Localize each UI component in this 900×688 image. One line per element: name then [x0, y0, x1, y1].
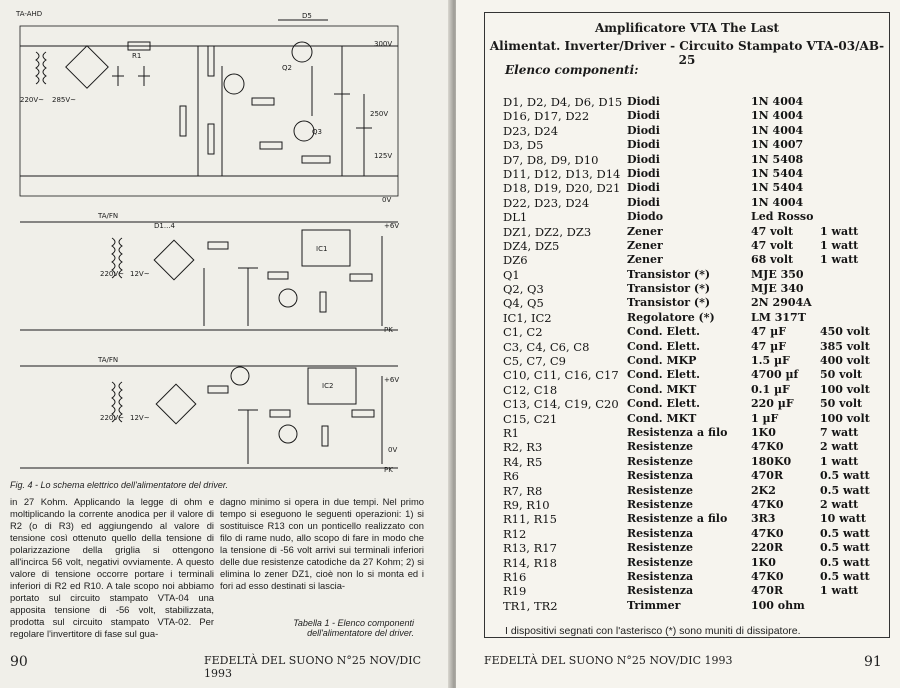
table-row: [503, 440, 889, 454]
table-row: [503, 426, 889, 440]
table-row: [503, 325, 889, 339]
component-rating: 0.5 watt: [820, 555, 870, 569]
component-type: Cond. MKT: [627, 382, 697, 396]
component-ref: R4, R5: [503, 454, 543, 469]
label-285v: 285V~: [52, 96, 77, 104]
component-ref: TR1, TR2: [503, 598, 558, 613]
component-value: 0.1 µF: [751, 382, 790, 396]
component-type: Zener: [627, 224, 663, 238]
table-row: [503, 124, 889, 138]
component-rating: 100 volt: [820, 382, 870, 396]
component-rating: 450 volt: [820, 325, 870, 339]
component-ref: D18, D19, D20, D21: [503, 181, 621, 196]
table-row: [503, 196, 889, 210]
label-220v-bot: 220V~: [100, 414, 125, 422]
label-250v: 250V: [370, 110, 389, 118]
table-row: [503, 239, 889, 253]
component-value: 47 µF: [751, 325, 786, 339]
component-rating: 0.5 watt: [820, 541, 870, 555]
component-ref: D22, D23, D24: [503, 195, 590, 210]
component-rating: 2 watt: [820, 440, 859, 454]
component-rating: 400 volt: [820, 354, 870, 368]
component-type: Diodi: [627, 95, 660, 108]
component-ref: R7, R8: [503, 483, 543, 498]
component-ref: R16: [503, 569, 527, 584]
label-0v-top: 0V: [382, 196, 392, 204]
component-ref: Q1: [503, 267, 520, 282]
table-row: [503, 484, 889, 498]
component-ref: Q4, Q5: [503, 296, 544, 311]
component-value: 470R: [751, 584, 784, 598]
component-type: Resistenza: [627, 569, 694, 583]
component-ref: C5, C7, C9: [503, 354, 566, 369]
body-text-1: in 27 Kohm. Applicando la legge di ohm e moltiplicando la corrente anodica per il valore di R2 (o di R3) ed aggiungendo al valore di tensione così ottenuto quello della tensione di polarizzazione della griglia si ottengono all'incirca 56 volt, negativi ovviamente. A questo valore di tensione occorre portare i terminali inferiori di R2 ed R10. A tale scopo noi abbiamo portato sul circuito stampato VTA-04 una apposita tensione di -56 volt, stabilizzata, prodotta sul circuito stampato VTA-02. Per regolare l'invertitore di fase sul gua-: [10, 496, 214, 639]
component-value: 100 ohm: [751, 598, 805, 612]
component-value: 1N 4004: [751, 195, 804, 209]
component-rating: 0.5 watt: [820, 526, 870, 540]
table-caption-line-1: Tabella 1 - Elenco componenti: [293, 618, 414, 628]
table-title: Amplificatore VTA The Last: [594, 21, 780, 35]
component-value: MJE 350: [751, 267, 804, 281]
component-value: 47 volt: [751, 224, 794, 238]
component-value: 47K0: [751, 526, 784, 540]
component-value: 1N 5408: [751, 152, 804, 166]
label-pk-mid: PK: [384, 326, 393, 334]
component-ref: IC1, IC2: [503, 310, 552, 325]
component-ref: R12: [503, 526, 527, 541]
table-row: [503, 541, 889, 555]
component-ref: R13, R17: [503, 541, 557, 556]
label-d5: D5: [302, 12, 312, 20]
component-ref: C12, C18: [503, 382, 558, 397]
table-row: [503, 282, 889, 296]
table-row: [503, 383, 889, 397]
component-ref: C3, C4, C6, C8: [503, 339, 590, 354]
table-row: [503, 311, 889, 325]
label-300v: 300V: [374, 40, 393, 48]
component-ref: R19: [503, 584, 527, 599]
component-ref: DL1: [503, 210, 528, 225]
component-type: Resistenze: [627, 483, 694, 497]
table-row: [503, 210, 889, 224]
component-rating: 7 watt: [820, 425, 859, 439]
component-value: 1N 4007: [751, 138, 804, 152]
component-value: Led Rosso: [751, 210, 814, 224]
table-row: [503, 599, 889, 613]
table-row: [503, 181, 889, 195]
figure-caption: Fig. 4 - Lo schema elettrico dell'alimentatore del driver.: [10, 480, 228, 490]
component-value: 2N 2904A: [751, 296, 812, 310]
component-rating: 2 watt: [820, 497, 859, 511]
label-220v-top: 220V~: [20, 96, 45, 104]
component-type: Resistenza a filo: [627, 425, 728, 439]
component-value: 1K0: [751, 555, 776, 569]
component-type: Zener: [627, 253, 663, 267]
component-rating: 1 watt: [820, 454, 859, 468]
component-type: Resistenza: [627, 469, 694, 483]
label-q3: Q3: [312, 128, 322, 136]
component-value: 47K0: [751, 497, 784, 511]
component-ref: R11, R15: [503, 512, 557, 527]
schematic-drawing: [12, 6, 412, 476]
component-value: MJE 340: [751, 282, 804, 296]
table-row: [503, 153, 889, 167]
component-ref: R14, R18: [503, 555, 557, 570]
body-column-2: [220, 496, 424, 592]
component-ref: R1: [503, 425, 519, 440]
body-text-2: dagno minimo si opera in due tempi. Nel primo tempo si eseguono le seguenti operazioni: 1) si sostituisce R13 con un ponticello realizzato con filo di rame nudo, allo scopo di fare in modo che la tensione di -56 volt arrivi sui terminali inferiori delle due resistenze catodiche da 27 Kohm; 2) si elimina lo zener DZ1, cioè non lo si monta ed i fori ad esso destinati si lascia-: [220, 496, 424, 591]
component-value: 47K0: [751, 440, 784, 454]
component-type: Diodi: [627, 152, 660, 166]
component-value: 1N 5404: [751, 166, 804, 180]
component-type: Transistor (*): [627, 267, 711, 281]
component-value: 1.5 µF: [751, 354, 790, 368]
component-ref: Q2, Q3: [503, 282, 544, 297]
component-ref: D7, D8, D9, D10: [503, 152, 599, 167]
component-type: Trimmer: [627, 598, 681, 612]
component-rating: 10 watt: [820, 512, 866, 526]
component-type: Cond. Elett.: [627, 339, 700, 353]
component-type: Resistenze: [627, 454, 694, 468]
table-row: [503, 268, 889, 282]
component-ref: R9, R10: [503, 497, 550, 512]
label-ta-fn-2: TA/FN: [98, 356, 119, 364]
table-row: [503, 512, 889, 526]
component-rating: 0.5 watt: [820, 483, 870, 497]
table-row: [503, 397, 889, 411]
component-type: Diodi: [627, 109, 660, 123]
label-ic1: IC1: [316, 245, 328, 253]
table-row: [503, 340, 889, 354]
component-type: Zener: [627, 238, 663, 252]
table-row: [503, 498, 889, 512]
component-ref: R6: [503, 469, 519, 484]
component-ref: D1, D2, D4, D6, D15: [503, 95, 623, 109]
component-value: 1N 5404: [751, 181, 804, 195]
label-6v-mid: +6V: [384, 222, 400, 230]
component-type: Resistenze: [627, 440, 694, 454]
component-ref: D3, D5: [503, 138, 544, 153]
component-ref: D11, D12, D13, D14: [503, 166, 621, 181]
component-value: 47 volt: [751, 238, 794, 252]
component-ref: DZ4, DZ5: [503, 238, 560, 253]
component-rows: [503, 95, 889, 613]
component-type: Diodi: [627, 166, 660, 180]
table-row: [503, 469, 889, 483]
component-value: 220R: [751, 541, 784, 555]
component-rating: 1 watt: [820, 584, 859, 598]
label-6v-bot: +6V: [384, 376, 400, 384]
table-row: [503, 556, 889, 570]
right-footer: FEDELTÀ DEL SUONO N°25 NOV/DIC 1993: [484, 654, 733, 667]
component-type: Diodi: [627, 195, 660, 209]
left-footer: FEDELTÀ DEL SUONO N°25 NOV/DIC 1993: [204, 654, 422, 680]
circuit-schematic: [12, 6, 412, 476]
table-row: [503, 354, 889, 368]
component-rating: 1 watt: [820, 253, 859, 267]
component-value: 1N 4004: [751, 95, 804, 108]
component-type: Resistenza: [627, 584, 694, 598]
component-rating: 50 volt: [820, 397, 863, 411]
component-type: Resistenze: [627, 497, 694, 511]
component-rating: 100 volt: [820, 411, 870, 425]
component-value: 47K0: [751, 569, 784, 583]
component-ref: C1, C2: [503, 325, 543, 340]
component-rating: 0.5 watt: [820, 469, 870, 483]
component-type: Resistenze a filo: [627, 512, 728, 526]
component-value: 3R3: [751, 512, 776, 526]
component-ref: C13, C14, C19, C20: [503, 397, 619, 412]
component-value: 470R: [751, 469, 784, 483]
component-list-box: [484, 12, 890, 638]
label-12v-mid: 12V~: [130, 270, 150, 278]
component-value: 220 µF: [751, 397, 794, 411]
component-ref: C15, C21: [503, 411, 558, 426]
body-column-1: [10, 496, 214, 640]
component-value: 1K0: [751, 425, 776, 439]
table-row: [503, 253, 889, 267]
component-type: Resistenza: [627, 526, 694, 540]
table-caption: [254, 618, 414, 638]
component-rating: 1 watt: [820, 238, 859, 252]
component-value: 1N 4004: [751, 109, 804, 123]
right-page-number: 91: [864, 654, 882, 670]
label-0v-bot: 0V: [388, 446, 398, 454]
component-type: Cond. Elett.: [627, 325, 700, 339]
component-type: Diodi: [627, 138, 660, 152]
component-value: 68 volt: [751, 253, 794, 267]
table-row: [503, 167, 889, 181]
label-ic2: IC2: [322, 382, 334, 390]
component-ref: DZ6: [503, 253, 528, 268]
component-ref: D23, D24: [503, 123, 559, 138]
component-type: Transistor (*): [627, 296, 711, 310]
component-value: 47 µF: [751, 339, 786, 353]
label-ta-fn-1: TA/FN: [98, 212, 119, 220]
component-type: Resistenze: [627, 541, 694, 555]
table-row: [503, 95, 889, 109]
component-type: Diodo: [627, 210, 664, 224]
heatsink-note: I dispositivi segnati con l'asterisco (*) sono muniti di dissipatore.: [505, 625, 801, 637]
label-125v: 125V: [374, 152, 393, 160]
component-type: Cond. MKT: [627, 411, 697, 425]
label-220v-mid: 220V~: [100, 270, 125, 278]
component-type: Diodi: [627, 123, 660, 137]
component-rating: 1 watt: [820, 224, 859, 238]
component-rating: 385 volt: [820, 339, 870, 353]
component-type: Resistenze: [627, 555, 694, 569]
component-ref: DZ1, DZ2, DZ3: [503, 224, 592, 239]
component-type: Cond. Elett.: [627, 368, 700, 382]
component-ref: R2, R3: [503, 440, 543, 455]
table-subtitle: Alimentat. Inverter/Driver - Circuito Stampato VTA-03/AB-25: [489, 39, 885, 67]
component-rating: 0.5 watt: [820, 569, 870, 583]
component-value: LM 317T: [751, 310, 806, 324]
table-row: [503, 368, 889, 382]
table-row: [503, 412, 889, 426]
label-q2: Q2: [282, 64, 292, 72]
table-row: [503, 138, 889, 152]
component-value: 4700 µf: [751, 368, 799, 382]
component-type: Diodi: [627, 181, 660, 195]
component-value: 1 µF: [751, 411, 779, 425]
label-r1: R1: [132, 52, 142, 60]
component-type: Cond. Elett.: [627, 397, 700, 411]
label-d1-4: D1...4: [154, 222, 175, 230]
component-value: 180K0: [751, 454, 792, 468]
label-12v-bot: 12V~: [130, 414, 150, 422]
right-page: [456, 0, 900, 688]
component-type: Cond. MKP: [627, 354, 697, 368]
component-value: 2K2: [751, 483, 776, 497]
label-pk-bot: PK: [384, 466, 393, 474]
table-row: [503, 527, 889, 541]
table-row: [503, 109, 889, 123]
table-row: [503, 584, 889, 598]
left-page-number: 90: [10, 654, 28, 670]
component-ref: C10, C11, C16, C17: [503, 368, 619, 383]
component-value: 1N 4004: [751, 123, 804, 137]
component-rating: 50 volt: [820, 368, 863, 382]
component-type: Transistor (*): [627, 282, 711, 296]
component-type: Regolatore (*): [627, 310, 715, 324]
table-row: [503, 225, 889, 239]
components-heading: Elenco componenti:: [505, 63, 639, 77]
table-row: [503, 570, 889, 584]
table-row: [503, 455, 889, 469]
table-row: [503, 296, 889, 310]
label-ta-ahd: TA-AHD: [16, 10, 43, 18]
component-ref: D16, D17, D22: [503, 109, 590, 124]
table-caption-line-2: dell'alimentatore del driver.: [307, 628, 414, 638]
